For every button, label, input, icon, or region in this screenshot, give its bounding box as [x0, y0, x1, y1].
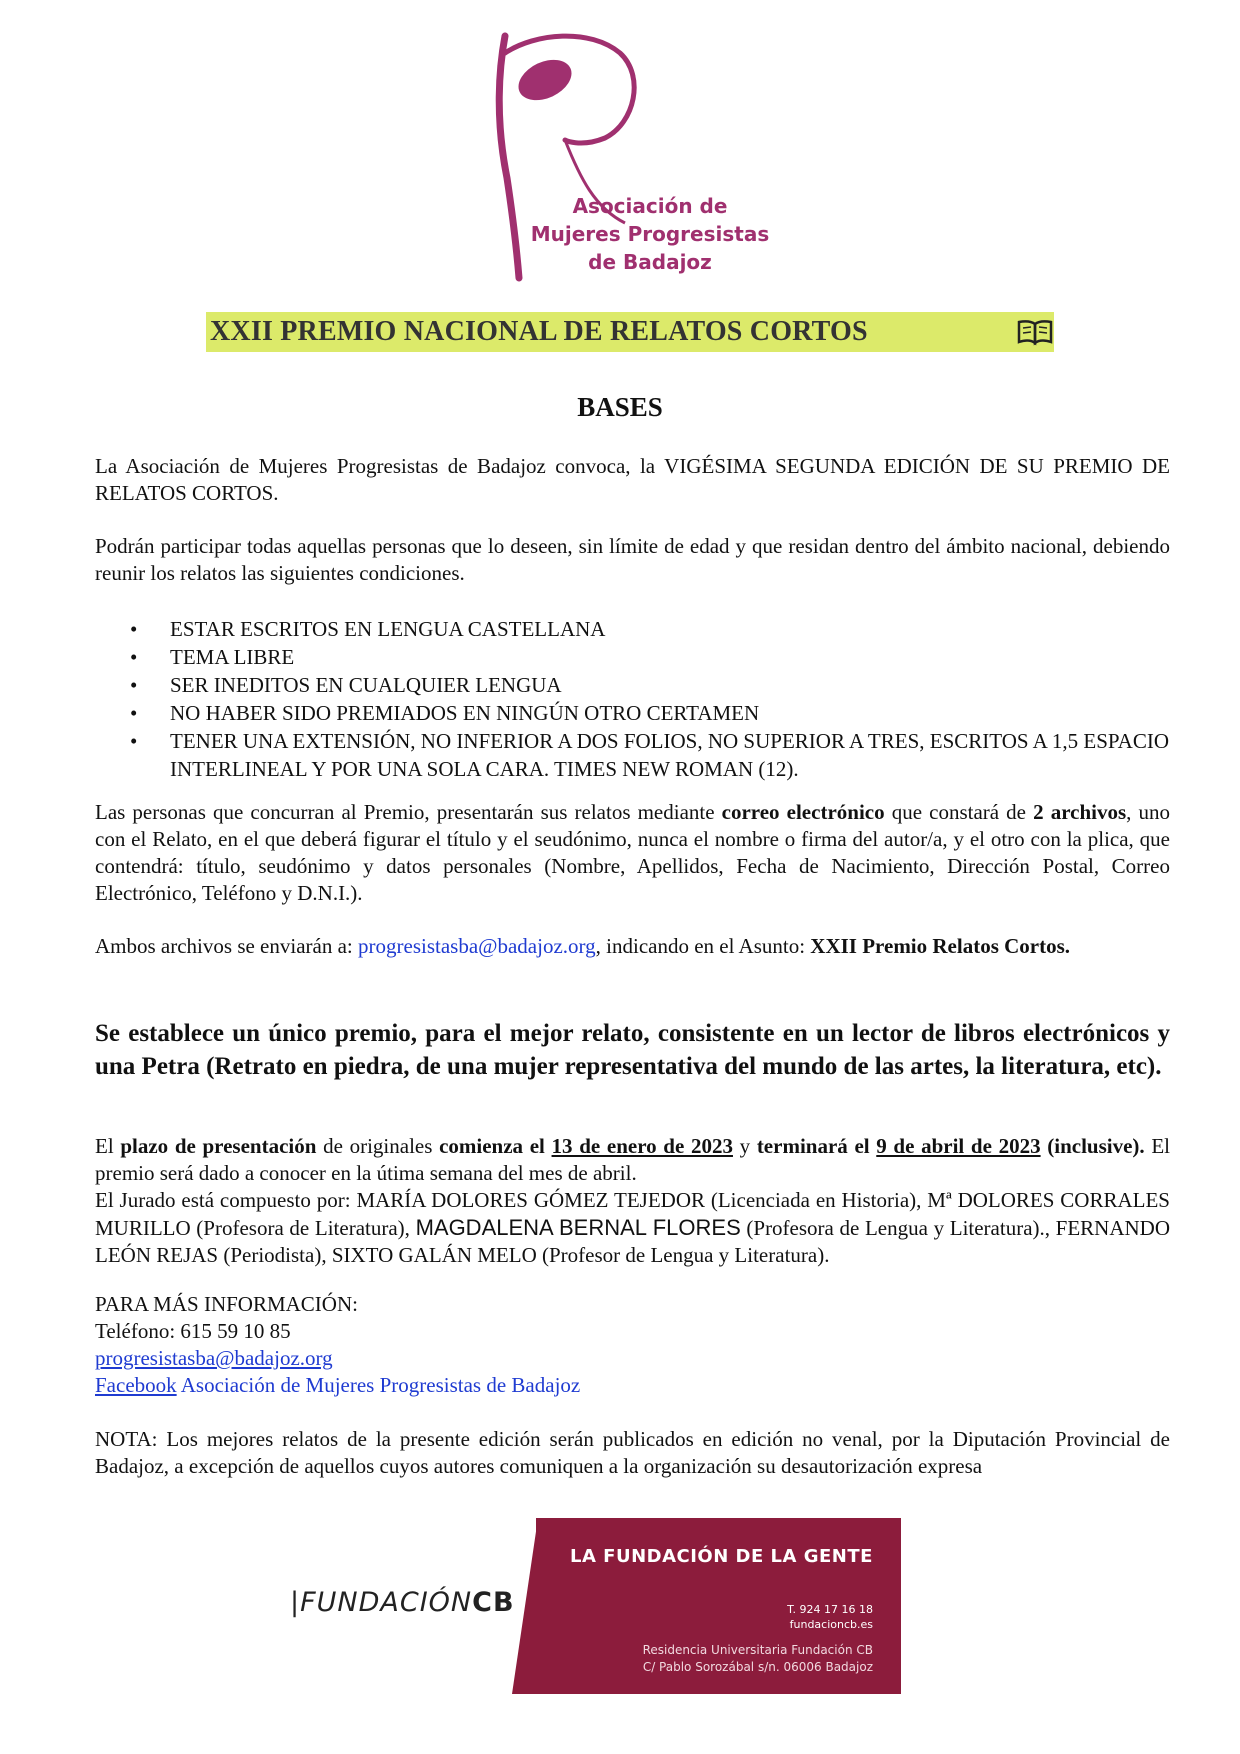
info-email-link[interactable]: progresistasba@badajoz.org — [95, 1346, 333, 1370]
facebook-page-name: Asociación de Mujeres Progresistas de Badajoz — [176, 1373, 581, 1397]
note-paragraph: NOTA: Los mejores relatos de la presente edición serán publicados en edición no venal, por la Diputación Provincial de Badajoz, a excepción de aquellos cuyos autores comuniquen a la organización su desautorización expresa — [95, 1427, 1170, 1478]
deadline-paragraph: El plazo de presentación de originales comienza el 13 de enero de 2023 y terminará el 9 de abril de 2023 (inclusive). El premio será dado a conocer en la útima semana del mes de abril. — [95, 1134, 1171, 1185]
list-item: • SER INEDITOS EN CUALQUIER LENGUA — [130, 673, 562, 697]
prize-paragraph: Se establece un único premio, para el mejor relato, consistente en un lector de libros electrónicos y una Petra (Retrato en piedra, de una mujer representativa del mundo de las artes, la literatura, etc). — [95, 1020, 1170, 1080]
participation-paragraph: Podrán participar todas aquellas personas que lo deseen, sin límite de edad y que residan dentro del ámbito nacional, debiendo reunir los relatos las siguientes condiciones. — [95, 534, 1170, 585]
list-item: • ESTAR ESCRITOS EN LENGUA CASTELLANA — [130, 617, 606, 641]
list-item: • NO HABER SIDO PREMIADOS EN NINGÚN OTRO CERTAMEN — [130, 701, 760, 725]
fundacion-cb-logo: |FUNDACIÓNCB — [290, 1587, 515, 1618]
intro-paragraph: La Asociación de Mujeres Progresistas de Badajoz convoca, la VIGÉSIMA SEGUNDA EDICIÓN DE SU PREMIO DE RELATOS CORTOS. — [95, 454, 1170, 505]
info-heading: PARA MÁS INFORMACIÓN: — [95, 1292, 358, 1316]
association-logo-text — [530, 192, 770, 276]
banner-edge — [512, 1518, 538, 1694]
banner-title: LA FUNDACIÓN DE LA GENTE — [570, 1546, 873, 1567]
logo-line: Asociación de — [572, 194, 728, 218]
info-block — [95, 1291, 1170, 1399]
email-link[interactable]: progresistasba@badajoz.org — [358, 934, 596, 958]
facebook-link[interactable]: Facebook — [95, 1373, 177, 1397]
submission-paragraph: Las personas que concurran al Premio, presentarán sus relatos mediante correo electrónico que constará de 2 archivos, uno con el Relato, en el que deberá figurar el título y el seudónimo, nunca el nombre o firma del autor/a, y el otro con la plica, que contendrá: título, seudónimo y datos personales (Nombre, Apellidos, Fecha de Nacimiento, Dirección Postal, Correo Electrónico, Teléfono y D.N.I.). — [95, 800, 1171, 905]
fundacion-banner — [536, 1518, 901, 1694]
section-heading: BASES — [577, 392, 663, 422]
banner-address: Residencia Universitaria Fundación CB C/ Pablo Sorozábal s/n. 06006 Badajoz — [642, 1643, 873, 1674]
banner-contact: T. 924 17 16 18 fundacioncb.es — [787, 1603, 873, 1631]
document-title: XXII PREMIO NACIONAL DE RELATOS CORTOS — [210, 316, 868, 347]
conditions-list — [95, 615, 1170, 783]
logo-line: de Badajoz — [588, 250, 712, 274]
open-book-icon — [1017, 318, 1053, 346]
list-item: • TENER UNA EXTENSIÓN, NO INFERIOR A DOS FOLIOS, NO SUPERIOR A TRES, ESCRITOS A 1,5 ESPACIO INTERLINEAL Y POR UNA SOLA CARA. TIMES NEW ROMAN (12). — [130, 729, 1170, 781]
logo-line: Mujeres Progresistas — [530, 222, 770, 246]
list-item: • TEMA LIBRE — [130, 645, 295, 669]
jury-paragraph: El Jurado está compuesto por: MARÍA DOLORES GÓMEZ TEJEDOR (Licenciada en Historia), Mª DOLORES CORRALES MURILLO (Profesora de Literatura), MAGDALENA BERNAL FLORES (Profesora de Lengua y Literatura)., FERNANDO LEÓN REJAS (Periodista), SIXTO GALÁN MELO (Profesor de Lengua y Literatura). — [95, 1188, 1170, 1267]
info-phone: Teléfono: 615 59 10 85 — [95, 1319, 291, 1343]
send-paragraph: Ambos archivos se enviarán a: progresistasba@badajoz.org, indicando en el Asunto: XXII Premio Relatos Cortos. — [95, 934, 1071, 958]
